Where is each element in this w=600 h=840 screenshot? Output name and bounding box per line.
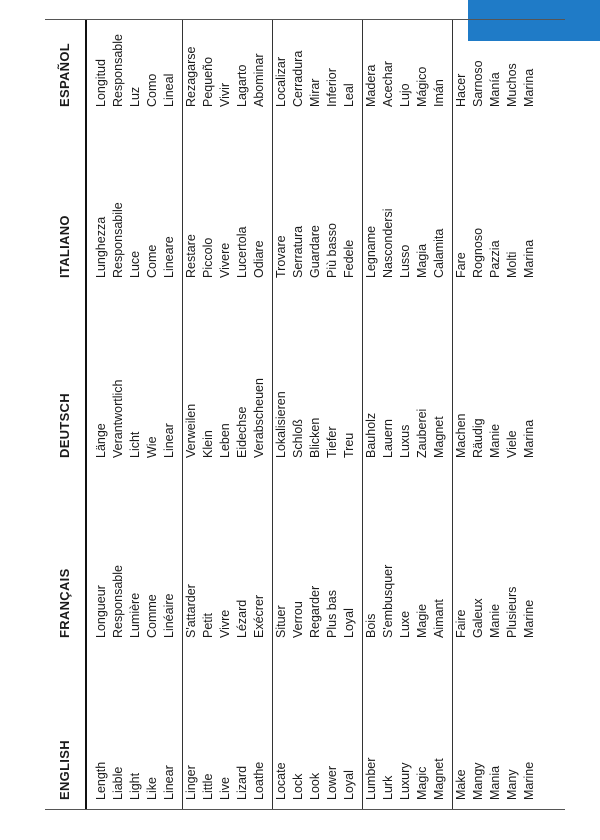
cell-italiano: Marina <box>522 239 536 278</box>
cell-english: Like <box>145 777 159 800</box>
cell-deutsch: Zauberei <box>415 408 429 458</box>
translation-table <box>45 20 565 810</box>
cell-francais: Responsable <box>111 565 125 638</box>
cell-english: Look <box>308 772 322 800</box>
word-group <box>93 20 181 810</box>
cell-deutsch: Bauholz <box>364 412 378 458</box>
cell-deutsch: Luxus <box>398 424 412 458</box>
cell-italiano: Restare <box>184 234 198 278</box>
cell-italiano: Piccolo <box>201 237 215 278</box>
word-group <box>453 20 541 810</box>
word-group <box>183 20 271 810</box>
cell-deutsch: Licht <box>128 431 142 458</box>
cell-english: Light <box>128 772 142 800</box>
cell-english: Length <box>94 761 108 800</box>
cell-francais: Plusieurs <box>505 586 519 638</box>
table-row <box>200 20 217 810</box>
cell-italiano: Fare <box>454 252 468 278</box>
cell-deutsch: Blicken <box>308 417 322 458</box>
cell-italiano: Lucertola <box>235 226 249 278</box>
cell-english: Loyal <box>342 770 356 800</box>
cell-espanol: Madera <box>364 64 378 107</box>
cell-francais: S'embusquer <box>381 564 395 638</box>
cell-espanol: Cerradura <box>291 50 305 107</box>
cell-espanol: Mágico <box>415 66 429 107</box>
table-row <box>453 20 470 810</box>
table-row <box>251 20 268 810</box>
cell-espanol: Muchos <box>505 63 519 107</box>
table-bottom-rule <box>45 19 565 20</box>
cell-francais: Manie <box>488 603 502 638</box>
cell-deutsch: Verabscheuen <box>252 378 266 458</box>
cell-italiano: Serratura <box>291 225 305 278</box>
cell-english: Many <box>505 769 519 800</box>
cell-english: Liable <box>111 766 125 800</box>
cell-deutsch: Schloß <box>291 419 305 458</box>
cell-francais: Lézard <box>235 599 249 638</box>
cell-francais: Lumière <box>128 592 142 638</box>
cell-espanol: Como <box>145 73 159 107</box>
cell-francais: Magie <box>415 603 429 638</box>
cell-espanol: Responsable <box>111 34 125 107</box>
header-espanol: ESPAÑOL <box>57 43 72 107</box>
table-row <box>324 20 341 810</box>
table-header <box>45 20 87 810</box>
cell-english: Marine <box>522 761 536 800</box>
cell-deutsch: Verweilen <box>184 403 198 458</box>
cell-italiano: Odiare <box>252 240 266 278</box>
table-row <box>273 20 290 810</box>
table-row <box>217 20 234 810</box>
cell-francais: Regarder <box>308 585 322 638</box>
cell-english: Lumber <box>364 757 378 800</box>
table-row <box>431 20 448 810</box>
cell-deutsch: Treu <box>342 432 356 458</box>
table-top-rule <box>45 809 565 810</box>
cell-italiano: Legname <box>364 225 378 278</box>
cell-deutsch: Marina <box>522 419 536 458</box>
cell-espanol: Sarnoso <box>471 60 485 107</box>
cell-francais: Faire <box>454 609 468 638</box>
cell-francais: Longueur <box>94 585 108 638</box>
word-group <box>363 20 451 810</box>
table-row <box>144 20 161 810</box>
cell-espanol: Vivir <box>218 82 232 107</box>
cell-espanol: Hacer <box>454 73 468 107</box>
cell-english: Lock <box>291 773 305 800</box>
table-row <box>161 20 178 810</box>
table-row <box>93 20 110 810</box>
cell-francais: Comme <box>145 594 159 638</box>
cell-english: Locate <box>274 762 288 800</box>
cell-francais: Plus bas <box>325 590 339 638</box>
cell-italiano: Come <box>145 244 159 278</box>
cell-francais: Petit <box>201 612 215 638</box>
cell-espanol: Lujo <box>398 83 412 107</box>
cell-deutsch: Wie <box>145 436 159 458</box>
cell-english: Linger <box>184 765 198 800</box>
table-row <box>521 20 538 810</box>
cell-francais: S'attarder <box>184 584 198 638</box>
table-row <box>110 20 127 810</box>
cell-espanol: Mirar <box>308 78 322 107</box>
cell-english: Mangy <box>471 762 485 800</box>
cell-italiano: Lusso <box>398 244 412 278</box>
word-group <box>273 20 361 810</box>
cell-francais: Situer <box>274 605 288 638</box>
cell-espanol: Lagarto <box>235 64 249 107</box>
cell-espanol: Manía <box>488 72 502 107</box>
cell-espanol: Localizar <box>274 56 288 107</box>
cell-english: Lurk <box>381 775 395 800</box>
cell-deutsch: Eidechse <box>235 406 249 458</box>
cell-francais: Galeux <box>471 598 485 638</box>
cell-italiano: Lineare <box>162 236 176 278</box>
cell-english: Lower <box>325 765 339 800</box>
cell-deutsch: Leben <box>218 423 232 458</box>
cell-espanol: Pequeño <box>201 56 215 107</box>
cell-english: Loathe <box>252 761 266 800</box>
table-row <box>363 20 380 810</box>
cell-espanol: Acechar <box>381 61 395 107</box>
cell-deutsch: Länge <box>94 423 108 458</box>
cell-deutsch: Tiefer <box>325 426 339 458</box>
cell-espanol: Rezagarse <box>184 46 198 107</box>
cell-italiano: Trovare <box>274 235 288 278</box>
cell-italiano: Pazzia <box>488 240 502 278</box>
table-row <box>397 20 414 810</box>
cell-francais: Luxe <box>398 610 412 638</box>
cell-espanol: Leal <box>342 83 356 107</box>
cell-italiano: Molti <box>505 251 519 278</box>
cell-deutsch: Lokalisieren <box>274 391 288 458</box>
cell-italiano: Lunghezza <box>94 216 108 278</box>
cell-deutsch: Linear <box>162 423 176 458</box>
cell-espanol: Abominar <box>252 53 266 107</box>
header-francais: FRANÇAIS <box>57 568 72 638</box>
cell-english: Luxury <box>398 762 412 800</box>
table-row <box>290 20 307 810</box>
table-row <box>234 20 251 810</box>
cell-francais: Verrou <box>291 601 305 638</box>
cell-espanol: Inferior <box>325 68 339 107</box>
cell-english: Linear <box>162 765 176 800</box>
cell-francais: Linéaire <box>162 593 176 638</box>
cell-francais: Marine <box>522 599 536 638</box>
header-italiano: ITALIANO <box>57 215 72 278</box>
table-row <box>127 20 144 810</box>
header-deutsch: DEUTSCH <box>57 393 72 458</box>
cell-italiano: Rognoso <box>471 227 485 278</box>
table-row <box>183 20 200 810</box>
table-row <box>470 20 487 810</box>
cell-espanol: Longitud <box>94 59 108 107</box>
table-row <box>504 20 521 810</box>
cell-deutsch: Manie <box>488 423 502 458</box>
cell-english: Lizard <box>235 765 249 800</box>
cell-francais: Vivre <box>218 609 232 638</box>
cell-espanol: Marina <box>522 68 536 107</box>
cell-francais: Aimant <box>432 599 446 638</box>
cell-english: Magnet <box>432 758 446 800</box>
cell-english: Make <box>454 769 468 800</box>
cell-deutsch: Lauern <box>381 419 395 458</box>
cell-francais: Bois <box>364 613 378 638</box>
cell-deutsch: Klein <box>201 430 215 458</box>
table-row <box>380 20 397 810</box>
cell-english: Live <box>218 777 232 800</box>
cell-deutsch: Viele <box>505 430 519 458</box>
cell-italiano: Responsabile <box>111 202 125 278</box>
cell-francais: Loyal <box>342 608 356 638</box>
cell-italiano: Guardare <box>308 225 322 278</box>
cell-italiano: Magia <box>415 243 429 278</box>
cell-italiano: Nascondersi <box>381 208 395 278</box>
cell-italiano: Vivere <box>218 242 232 278</box>
cell-italiano: Fedele <box>342 239 356 278</box>
table-row <box>487 20 504 810</box>
cell-deutsch: Räudig <box>471 418 485 458</box>
cell-espanol: Luz <box>128 86 142 107</box>
cell-italiano: Più basso <box>325 223 339 278</box>
cell-english: Mania <box>488 765 502 800</box>
cell-english: Little <box>201 773 215 800</box>
table-row <box>307 20 324 810</box>
cell-espanol: Imán <box>432 79 446 107</box>
cell-deutsch: Machen <box>454 413 468 458</box>
header-english: ENGLISH <box>57 740 72 800</box>
cell-italiano: Calamita <box>432 228 446 278</box>
cell-english: Magic <box>415 766 429 800</box>
cell-italiano: Luce <box>128 250 142 278</box>
table-row <box>414 20 431 810</box>
cell-deutsch: Verantwortlich <box>111 379 125 458</box>
table-row <box>341 20 358 810</box>
cell-espanol: Lineal <box>162 73 176 107</box>
cell-francais: Exécrer <box>252 594 266 638</box>
cell-deutsch: Magnet <box>432 416 446 458</box>
